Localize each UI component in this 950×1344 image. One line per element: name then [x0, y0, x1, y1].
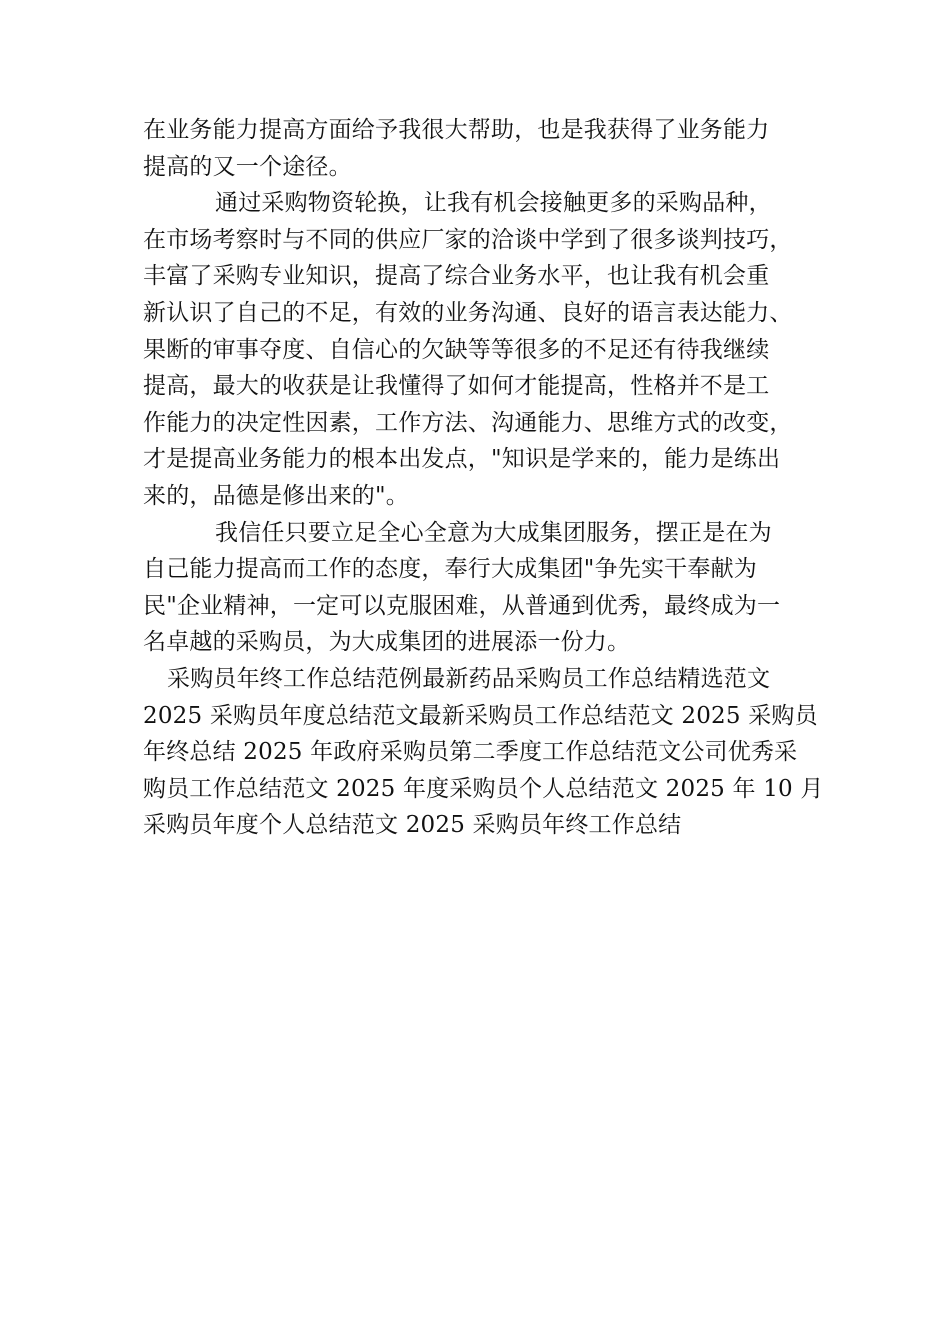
paragraph-3 [143, 515, 805, 661]
paragraph-line: 果断的审事夺度、自信心的欠缺等等很多的不足还有待我继续 [143, 336, 770, 363]
paragraph-line: 提高，最大的收获是让我懂得了如何才能提高，性格并不是工 [143, 373, 770, 400]
paragraph-2 [143, 185, 805, 514]
paragraph-line: 才是提高业务能力的根本出发点，"知识是学来的，能力是练出 [143, 446, 781, 473]
document-body [143, 112, 824, 844]
related-articles [143, 661, 824, 844]
related-articles-line: 年终总结 2025 年政府采购员第二季度工作总结范文公司优秀采 [143, 739, 798, 766]
paragraph-line: 新认识了自己的不足，有效的业务沟通、良好的语言表达能力、 [143, 299, 793, 326]
paragraph-line: 在市场考察时与不同的供应厂家的洽谈中学到了很多谈判技巧， [143, 226, 793, 253]
paragraph-line: 丰富了采购专业知识，提高了综合业务水平，也让我有机会重 [143, 263, 770, 290]
paragraph-line: 我信任只要立足全心全意为大成集团服务，摆正是在为 [215, 519, 772, 546]
paragraph-line: 来的，品德是修出来的"。 [143, 482, 409, 509]
paragraph-line: 自己能力提高而工作的态度，奉行大成集团"争先实干奉献为 [143, 556, 757, 583]
related-articles-line: 采购员年度个人总结范文 2025 采购员年终工作总结 [143, 812, 682, 839]
paragraph-line: 作能力的决定性因素，工作方法、沟通能力、思维方式的改变， [143, 409, 793, 436]
related-articles-line: 采购员年终工作总结范例最新药品采购员工作总结精选范文 [167, 665, 771, 692]
paragraph-line: 在业务能力提高方面给予我很大帮助，也是我获得了业务能力 [143, 117, 770, 143]
paragraph-line: 通过采购物资轮换，让我有机会接触更多的采购品种， [215, 190, 772, 217]
paragraph-line: 提高的又一个途径。 [143, 153, 352, 180]
paragraph-1 [143, 112, 805, 185]
paragraph-line: 名卓越的采购员，为大成集团的进展添一份力。 [143, 629, 631, 656]
related-articles-line: 2025 采购员年度总结范文最新采购员工作总结范文 2025 采购员 [143, 702, 818, 729]
related-articles-line: 购员工作总结范文 2025 年度采购员个人总结范文 2025 年 10 月 [143, 775, 824, 802]
paragraph-line: 民"企业精神，一定可以克服困难，从普通到优秀，最终成为一 [143, 592, 781, 619]
